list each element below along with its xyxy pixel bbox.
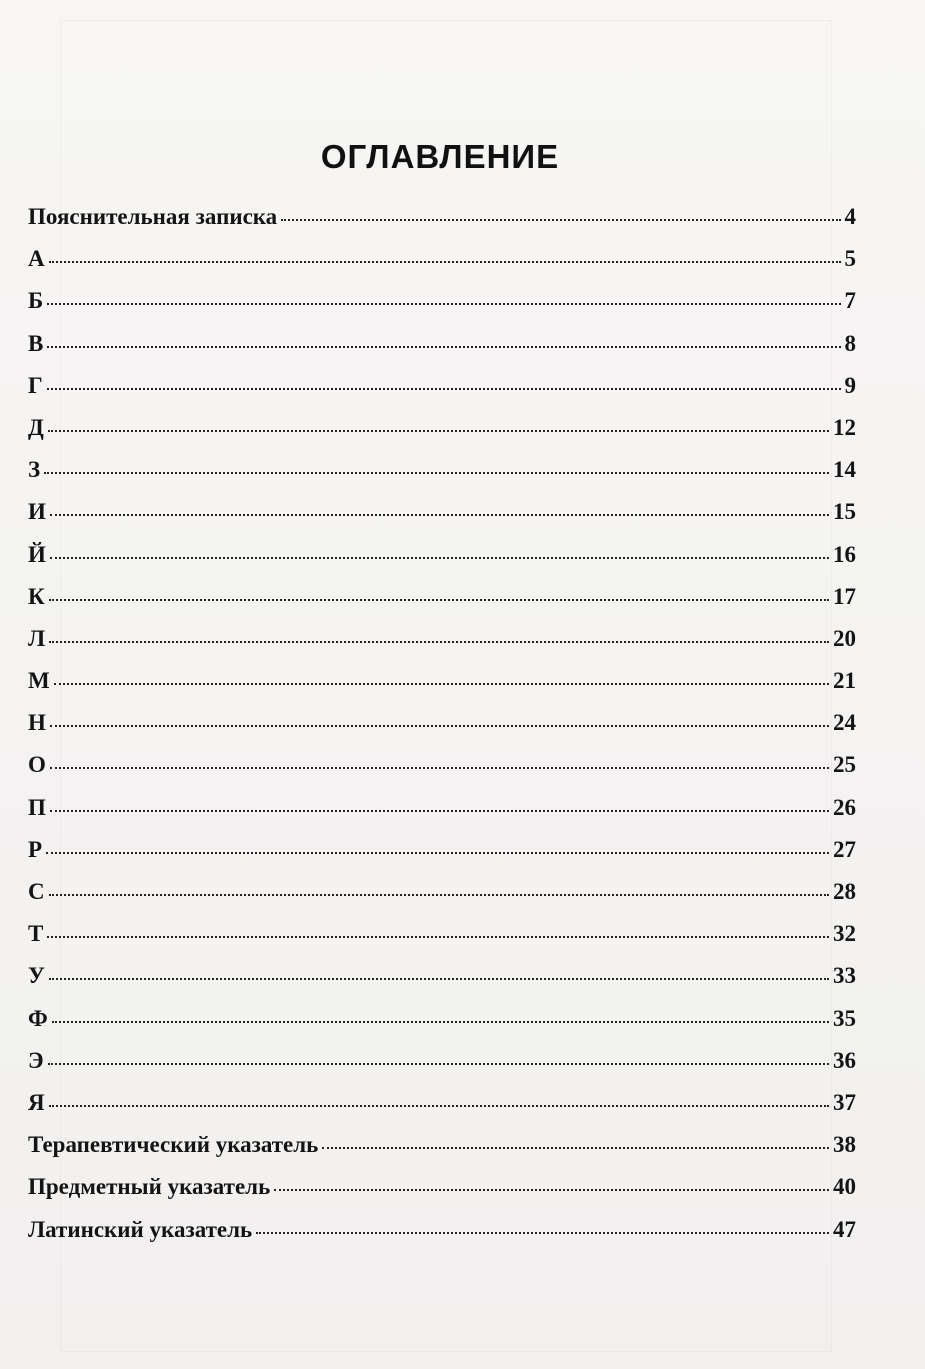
toc-entry-page-number: 9 (844, 372, 856, 398)
dot-leader (256, 1232, 829, 1234)
toc-entry-page-number: 14 (833, 457, 856, 483)
dot-leader (49, 978, 829, 980)
toc-entry-label: К (28, 583, 45, 609)
toc-entry-label: З (28, 457, 41, 483)
toc-entry-label: Д (28, 414, 44, 440)
dot-leader (322, 1147, 829, 1149)
dot-leader (52, 1021, 829, 1023)
page-title: ОГЛАВЛЕНИЕ (320, 138, 560, 175)
toc-entry (28, 323, 856, 365)
toc-entry-page-number: 40 (833, 1174, 856, 1200)
toc-entry (28, 1040, 856, 1082)
toc-entry (28, 449, 856, 491)
toc-entry-page-number: 35 (833, 1005, 856, 1031)
toc-entry (28, 365, 856, 407)
dot-leader (54, 683, 829, 685)
toc-entry-page-number: 33 (833, 963, 856, 989)
toc-entry-page-number: 16 (833, 541, 856, 567)
toc-entry (28, 196, 856, 238)
dot-leader (50, 767, 829, 769)
toc-entry (28, 702, 856, 744)
toc-entry-label: М (28, 668, 50, 694)
toc-entry-page-number: 36 (833, 1047, 856, 1073)
toc-entry-label: Н (28, 710, 46, 736)
toc-entry (28, 744, 856, 786)
toc-entry-page-number: 25 (833, 752, 856, 778)
toc-entry (28, 534, 856, 576)
toc-entry-label: Пояснительная записка (28, 204, 278, 229)
toc-entry-label: Предметный указатель (28, 1174, 271, 1200)
dot-leader (49, 894, 829, 896)
toc-entry-page-number: 5 (844, 246, 856, 272)
toc-entry (28, 280, 856, 322)
toc-entry-page-number: 7 (844, 288, 856, 314)
toc-entry-page-number: 17 (833, 583, 856, 609)
dot-leader (47, 388, 841, 390)
dot-leader (47, 346, 840, 348)
toc-entry-page-number: 12 (833, 414, 856, 440)
toc-entry (28, 1124, 856, 1166)
toc-entry (28, 576, 856, 618)
toc-entry (28, 1082, 856, 1124)
toc-entry-page-number: 27 (833, 836, 856, 862)
dot-leader (274, 1189, 829, 1191)
dot-leader (47, 303, 840, 305)
toc-entry-label: Р (28, 836, 43, 862)
dot-leader (50, 557, 829, 559)
table-of-contents (28, 196, 856, 1251)
toc-entry-page-number: 47 (833, 1216, 856, 1242)
toc-entry-label: А (28, 246, 45, 272)
toc-entry-page-number: 15 (833, 499, 856, 525)
toc-entry (28, 618, 856, 660)
toc-entry (28, 491, 856, 533)
dot-leader (50, 810, 829, 812)
toc-entry-label: Т (28, 921, 44, 947)
toc-entry-label: Ф (28, 1005, 48, 1031)
dot-leader (44, 472, 829, 474)
toc-entry (28, 407, 856, 449)
toc-entry-page-number: 26 (833, 794, 856, 820)
toc-entry-page-number: 28 (833, 879, 856, 904)
toc-entry-label: В (28, 330, 44, 356)
toc-entry-page-number: 21 (833, 668, 856, 694)
toc-entry (28, 913, 856, 955)
dot-leader (49, 1105, 829, 1107)
dot-leader (49, 599, 829, 601)
toc-entry-label: Э (28, 1047, 44, 1073)
dot-leader (48, 430, 829, 432)
toc-entry-label: Терапевтический указатель (28, 1132, 319, 1158)
dot-leader (49, 261, 841, 263)
toc-entry-page-number: 24 (833, 710, 856, 736)
toc-entry-label: П (28, 794, 46, 820)
dot-leader (50, 725, 829, 727)
toc-entry (28, 238, 856, 280)
dot-leader (48, 1063, 829, 1065)
toc-entry (28, 1166, 856, 1208)
dot-leader (50, 514, 829, 516)
dot-leader (49, 641, 829, 643)
toc-entry-label: Я (28, 1089, 45, 1115)
toc-entry (28, 829, 856, 871)
toc-entry-page-number: 38 (833, 1132, 856, 1158)
toc-entry-page-number: 20 (833, 625, 856, 651)
toc-entry-page-number: 4 (844, 204, 856, 229)
toc-entry-label: Латинский указатель (28, 1216, 253, 1242)
toc-entry (28, 787, 856, 829)
dot-leader (281, 219, 840, 221)
toc-entry-label: И (28, 499, 46, 525)
toc-entry-label: С (28, 879, 45, 904)
toc-entry (28, 955, 856, 997)
dot-leader (46, 852, 829, 854)
toc-entry-page-number: 8 (844, 330, 856, 356)
toc-entry (28, 660, 856, 702)
toc-entry-page-number: 37 (833, 1089, 856, 1115)
toc-entry-page-number: 32 (833, 921, 856, 947)
toc-entry-label: Г (28, 372, 43, 398)
dot-leader (47, 936, 829, 938)
toc-entry-label: Л (28, 625, 46, 651)
toc-entry-label: Б (28, 288, 44, 314)
toc-entry-label: У (28, 963, 45, 989)
toc-entry-label: О (28, 752, 46, 778)
toc-entry (28, 871, 856, 913)
toc-entry (28, 1209, 856, 1251)
toc-entry-label: Й (28, 541, 46, 567)
toc-entry (28, 998, 856, 1040)
